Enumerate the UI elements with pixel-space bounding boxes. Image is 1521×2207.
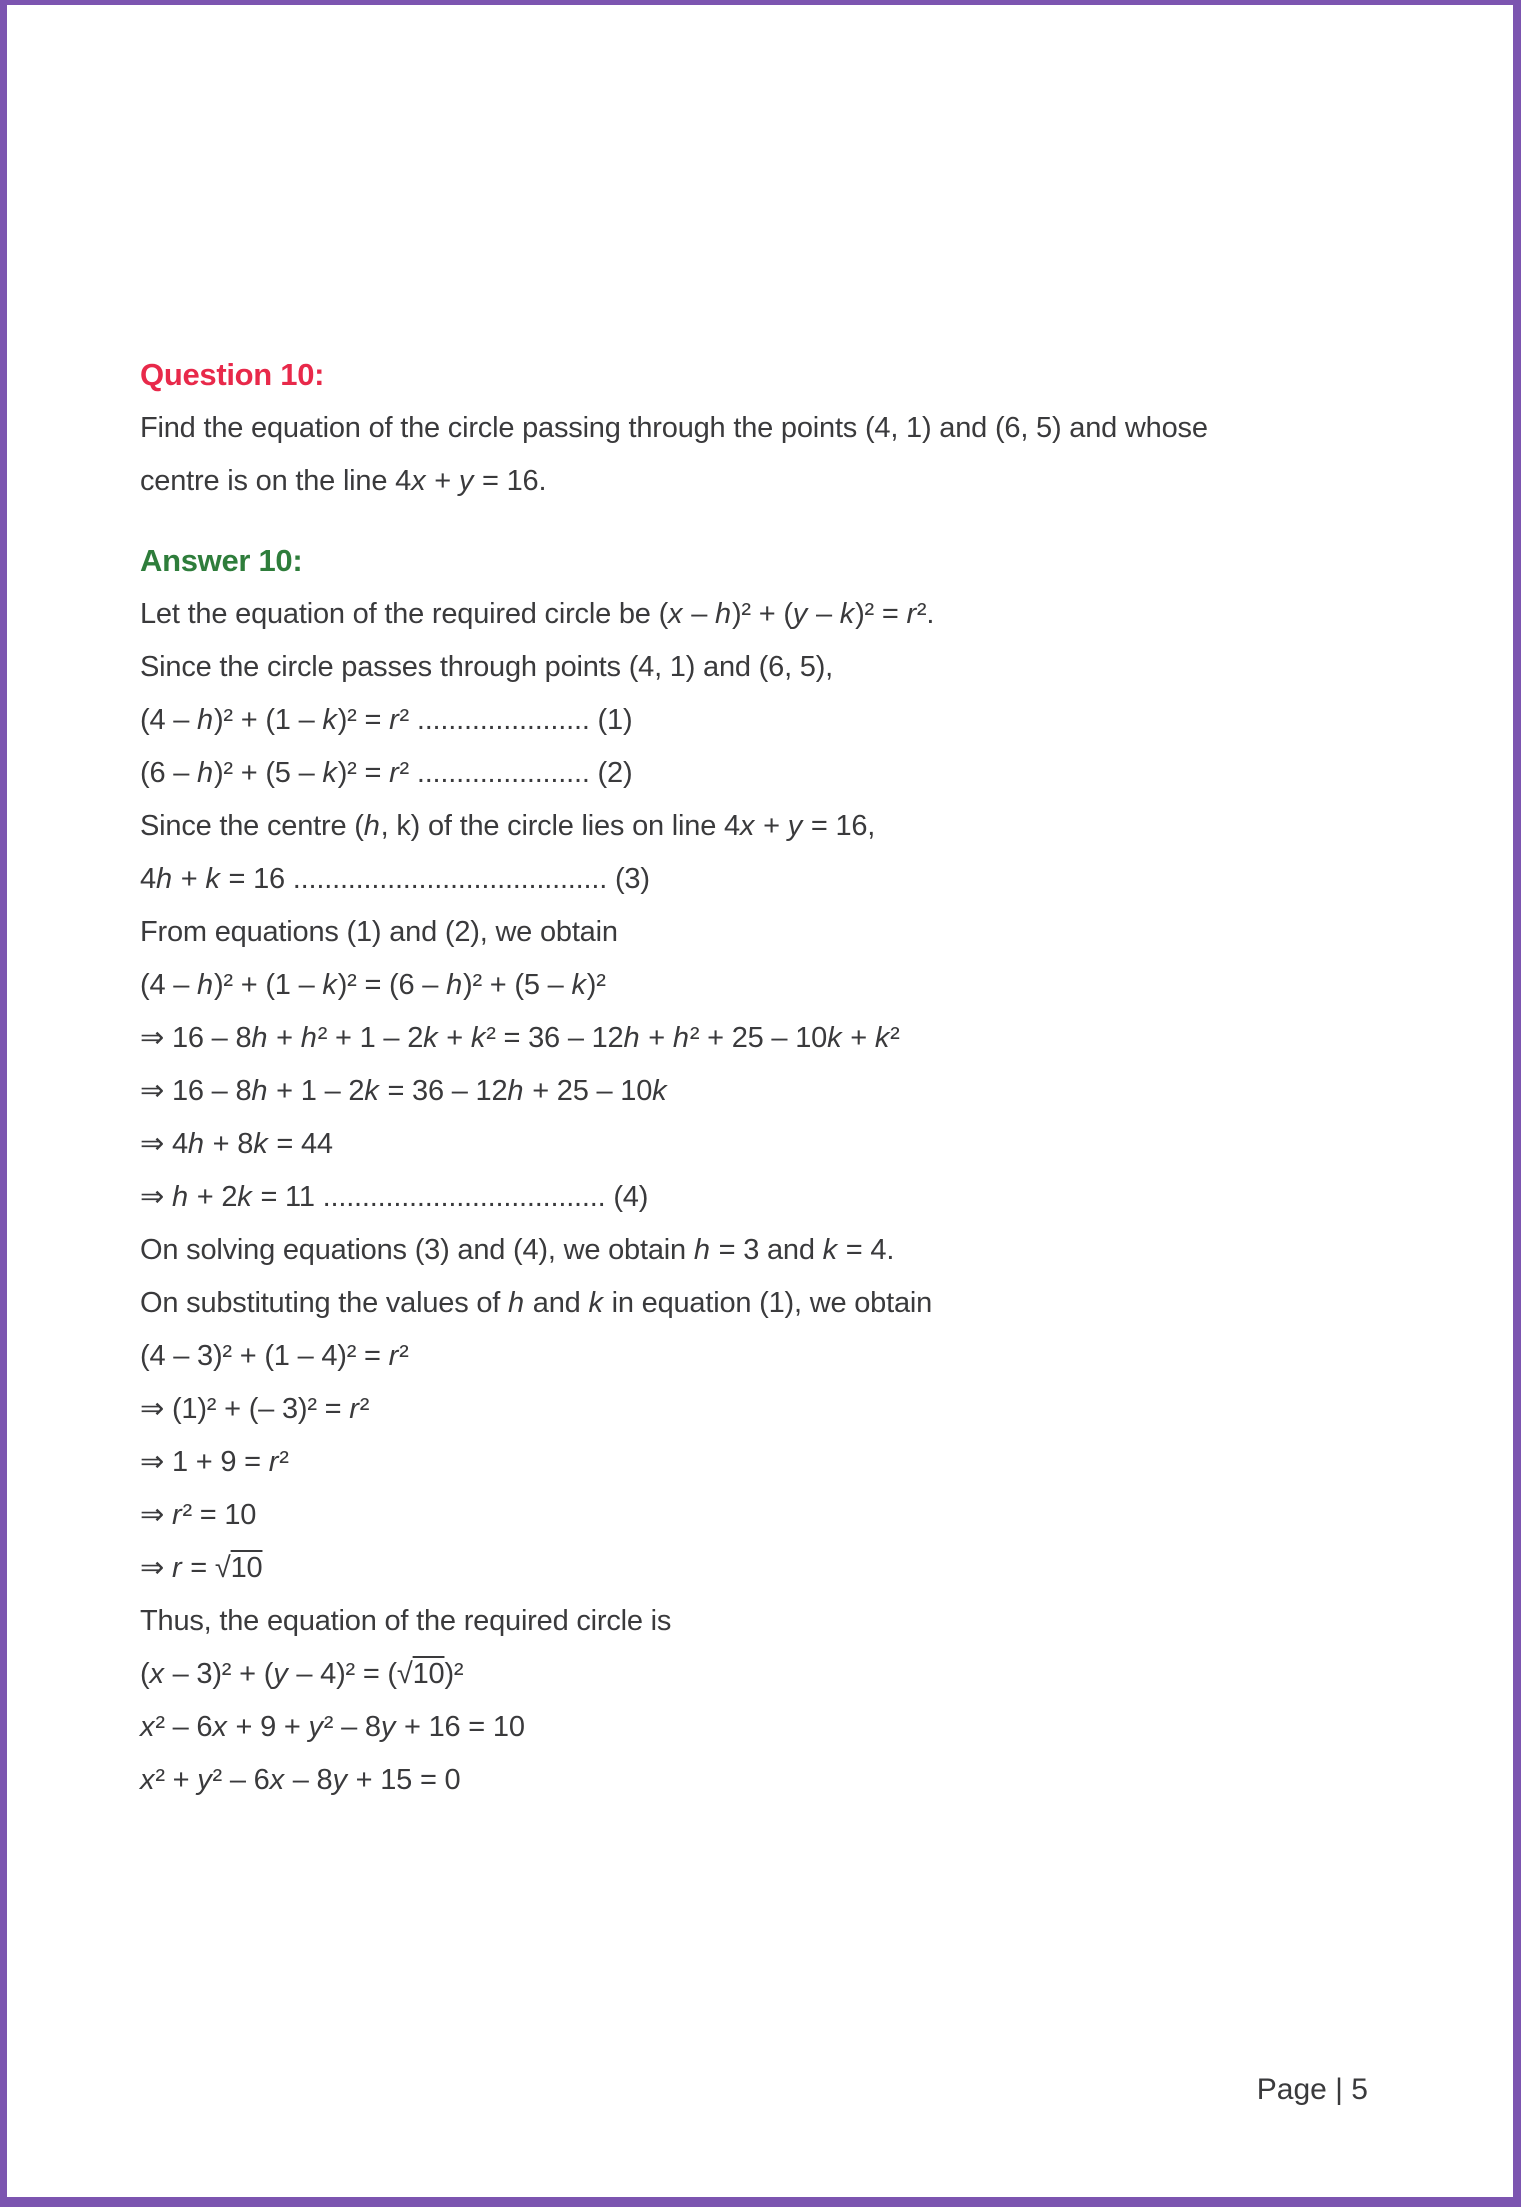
solution-line: Thus, the equation of the required circle is xyxy=(140,1605,672,1637)
solution-line: ⇒ 16 – 8h + 1 – 2k = 36 – 12h + 25 – 10k xyxy=(140,1075,667,1107)
page-content xyxy=(140,357,1378,1818)
solution-line: 4h + k = 16 ........................................ (3) xyxy=(140,863,650,895)
solution-line: Since the circle passes through points (4, 1) and (6, 5), xyxy=(140,651,834,683)
question-heading: Question 10: xyxy=(140,357,325,392)
solution-line: (6 – h)² + (5 – k)² = r² ...................... (2) xyxy=(140,757,633,789)
solution-line: ⇒ (1)² + (– 3)² = r² xyxy=(140,1393,370,1425)
solution-line: ⇒ 16 – 8h + h² + 1 – 2k + k² = 36 – 12h + h² + 25 – 10k + k² xyxy=(140,1022,900,1054)
solution-line: x² – 6x + 9 + y² – 8y + 16 = 10 xyxy=(140,1711,525,1743)
solution-line: x² + y² – 6x – 8y + 15 = 0 xyxy=(140,1764,461,1796)
page-number: Page | 5 xyxy=(1256,2073,1368,2106)
solution-line: (4 – h)² + (1 – k)² = (6 – h)² + (5 – k)² xyxy=(140,969,606,1001)
solution-line: Let the equation of the required circle be (x – h)² + (y – k)² = r². xyxy=(140,598,935,630)
question-text xyxy=(140,413,1378,497)
solution-line: (x – 3)² + (y – 4)² = (√10)² xyxy=(140,1658,464,1690)
solution-line: ⇒ 4h + 8k = 44 xyxy=(140,1128,333,1160)
solution-line: ⇒ h + 2k = 11 .................................... (4) xyxy=(140,1181,649,1213)
solution-line: Since the centre (h, k) of the circle lies on line 4x + y = 16, xyxy=(140,810,876,842)
solution-line: ⇒ 1 + 9 = r² xyxy=(140,1446,289,1478)
solution-line: On solving equations (3) and (4), we obtain h = 3 and k = 4. xyxy=(140,1234,895,1266)
solution-line: (4 – 3)² + (1 – 4)² = r² xyxy=(140,1340,409,1372)
question-line: centre is on the line 4x + y = 16. xyxy=(140,465,547,497)
solution-line: (4 – h)² + (1 – k)² = r² ...................... (1) xyxy=(140,704,633,736)
solution-line: From equations (1) and (2), we obtain xyxy=(140,916,618,948)
solution-line: On substituting the values of h and k in equation (1), we obtain xyxy=(140,1287,933,1319)
answer-solution-steps xyxy=(140,599,1378,1796)
solution-line: ⇒ r = √10 xyxy=(140,1552,263,1584)
solution-line: ⇒ r² = 10 xyxy=(140,1499,257,1531)
question-line: Find the equation of the circle passing through the points (4, 1) and (6, 5) and whose xyxy=(140,412,1208,444)
answer-heading: Answer 10: xyxy=(140,543,303,578)
